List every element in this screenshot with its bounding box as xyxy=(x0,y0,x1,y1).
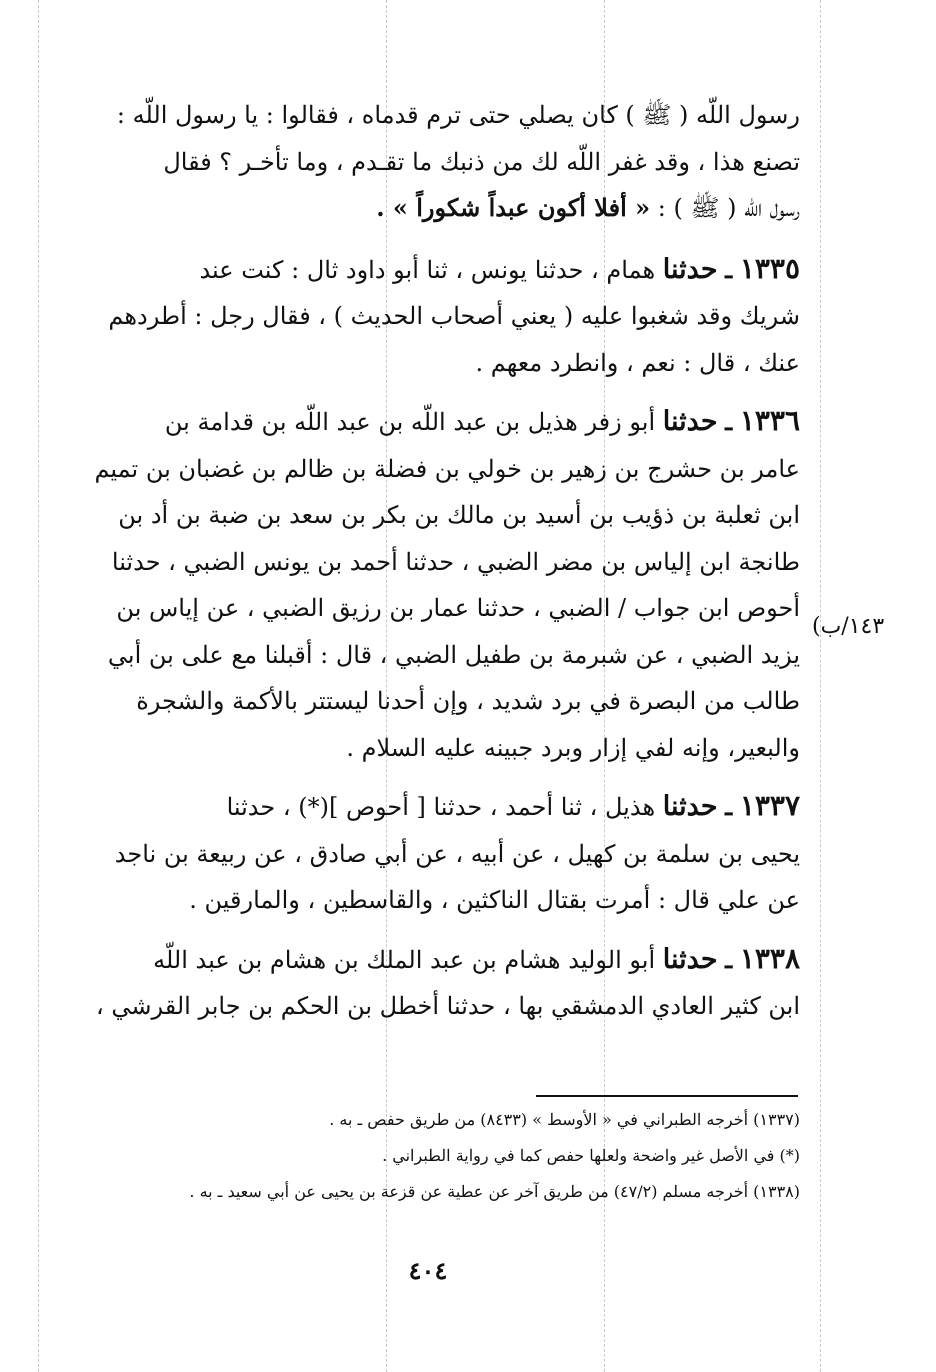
text-line: عامر بن حشرج بن زهير بن خولي بن فضلة بن ظالم بن غضبان بن تميم xyxy=(94,454,800,483)
entry-first-line xyxy=(48,398,800,446)
text-line: أحوص ابن جواب / الضبي ، حدثنا عمار بن رزيق الضبي ، عن إياس بن xyxy=(116,594,800,622)
text-segment: أبو زفر هذيل بن عبد اللّه بن عبد اللّه بن قدامة بن xyxy=(164,408,656,436)
hadith-dash: ـ xyxy=(725,254,733,284)
text-segment: رسول اللّه ( ﷺ ) : xyxy=(657,194,800,222)
prophetic-quote: « أفلا أكون عبداً شكوراً » . xyxy=(376,193,651,222)
scan-guide-line xyxy=(38,0,39,1372)
hadith-entry xyxy=(48,246,800,387)
page-body xyxy=(48,92,800,1042)
text-line: تصنع هذا ، وقد غفر اللّه لك من ذنبك ما تقـدم ، وما تأخـر ؟ فقال xyxy=(163,147,800,176)
entry-first-line xyxy=(48,246,800,294)
text-line xyxy=(48,185,800,232)
text-line: يحيى بن سلمة بن كهيل ، عن أبيه ، عن أبي صادق ، عن ربيعة بن ناجد xyxy=(114,839,800,868)
margin-folio-note: ١٤٣/ب) xyxy=(812,614,885,639)
entry-first-line xyxy=(48,936,800,984)
hadith-keyword: حدثنا xyxy=(662,791,718,822)
entry-first-line xyxy=(48,783,800,831)
footnotes xyxy=(48,1110,800,1218)
page-number: ٤٠٤ xyxy=(408,1256,448,1285)
footnote: (١٣٣٨) أخرجه مسلم (٤٧/٢) من طريق آخر عن عطية عن قزعة بن يحيى عن أبي سعيد ـ به . xyxy=(189,1182,800,1201)
hadith-dash: ـ xyxy=(725,407,733,436)
footnote: (*) في الأصل غير واضحة ولعلها حفص كما في رواية الطبراني . xyxy=(382,1146,800,1165)
text-line: ابن ثعلبة بن ذؤيب بن أسيد بن مالك بن بكر بن سعد بن ضبة بن أد بن xyxy=(118,501,800,529)
text-segment: هذيل ، ثنا أحمد ، حدثنا [ أحوص ](*) ، حدثنا xyxy=(226,793,656,821)
hadith-dash: ـ xyxy=(725,792,733,821)
text-line: عنك ، قال : نعم ، وانطرد معهم . xyxy=(475,348,800,377)
text-line: عن علي قال : أمرت بقتال الناكثين ، والقاسطين ، والمارقين . xyxy=(189,886,800,914)
footnote-separator xyxy=(536,1095,798,1097)
footnote: (١٣٣٧) أخرجه الطبراني في « الأوسط » (٨٤٣٣) من طريق حفص ـ به . xyxy=(329,1110,800,1129)
text-line: طانجة ابن إلياس بن مضر الضبي ، حدثنا أحمد بن يونس الضبي ، حدثنا xyxy=(111,547,800,576)
text-line: ابن كثير العادي الدمشقي بها ، حدثنا أخطل بن الحكم بن جابر القرشي ، xyxy=(95,992,800,1020)
hadith-entry xyxy=(48,398,800,771)
hadith-entry xyxy=(48,936,800,1030)
text-line: طالب من البصرة في برد شديد ، وإن أحدنا ليستتر بالأكمة والشجرة xyxy=(136,687,800,715)
text-line: شريك وقد شغبوا عليه ( يعني أصحاب الحديث ) ، فقال رجل : أطردهم xyxy=(108,302,800,330)
hadith-keyword: حدثنا xyxy=(662,253,718,285)
text-line: رسول اللّه ( ﷺ ) كان يصلي حتى ترم قدماه ، فقالوا : يا رسول اللّه : xyxy=(116,101,800,129)
hadith-number: ١٣٣٦ xyxy=(739,404,800,437)
hadith-entry xyxy=(48,783,800,924)
hadith-number: ١٣٣٧ xyxy=(739,789,800,822)
text-segment: همام ، حدثنا يونس ، ثنا أبو داود ثال : كنت عند xyxy=(199,255,656,284)
text-line: يزيد الضبي ، عن شبرمة بن طفيل الضبي ، قال : أقبلنا مع على بن أبي xyxy=(107,640,800,669)
hadith-number: ١٣٣٨ xyxy=(739,941,800,975)
hadith-keyword: حدثنا xyxy=(662,406,718,437)
intro-paragraph xyxy=(48,92,800,232)
hadith-dash: ـ xyxy=(725,944,733,974)
hadith-number: ١٣٣٥ xyxy=(739,251,800,285)
text-segment: أبو الوليد هشام بن عبد الملك بن هشام بن عبد اللّه xyxy=(153,945,656,974)
text-line: والبعير، وإنه لفي إزار وبرد جبينه عليه السلام . xyxy=(346,733,800,762)
scan-guide-line xyxy=(820,0,821,1372)
hadith-keyword: حدثنا xyxy=(662,943,718,975)
